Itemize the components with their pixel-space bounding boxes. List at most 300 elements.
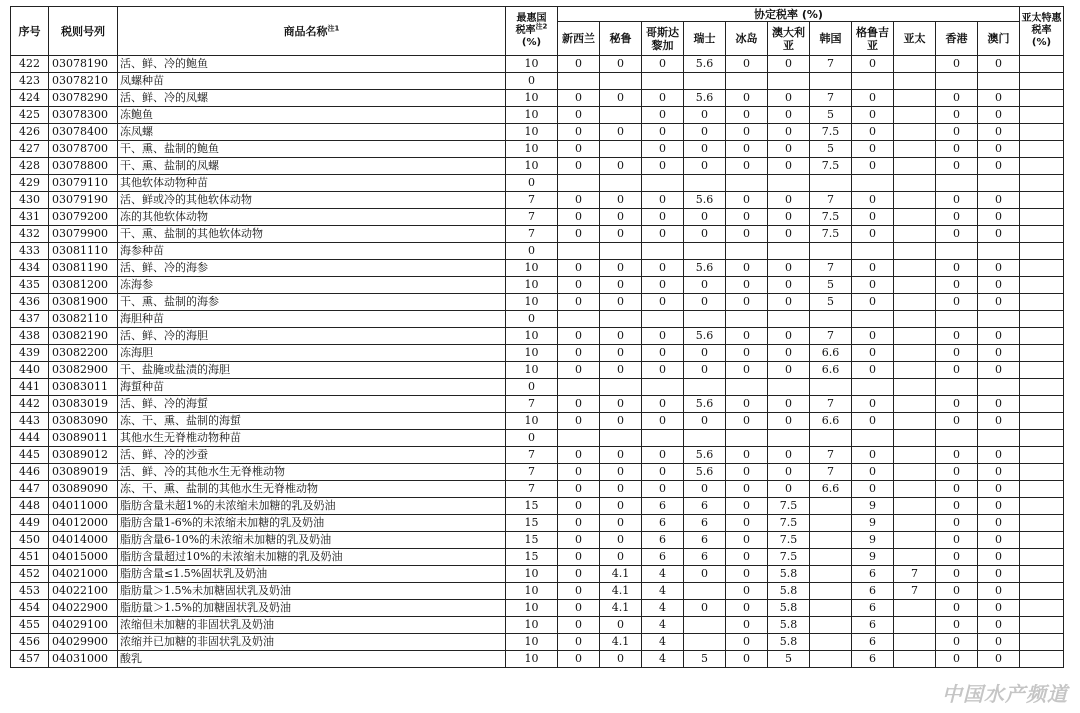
cell-apta [894, 379, 936, 396]
cell-macau: 0 [978, 549, 1020, 566]
cell-nz [558, 73, 600, 90]
table-row [11, 549, 1064, 566]
cell-peru [600, 379, 642, 396]
cell-georgia: 6 [852, 634, 894, 651]
table-body [11, 56, 1064, 668]
cell-australia: 0 [768, 277, 810, 294]
cell-name: 脂肪含量1-6%的未浓缩未加糖的乳及奶油 [118, 515, 506, 532]
cell-nz: 0 [558, 566, 600, 583]
cell-peru: 4.1 [600, 566, 642, 583]
cell-seq: 437 [11, 311, 49, 328]
cell-code: 03082200 [49, 345, 118, 362]
table-row [11, 634, 1064, 651]
cell-hongkong: 0 [936, 192, 978, 209]
cell-korea: 7 [810, 447, 852, 464]
cell-korea [810, 498, 852, 515]
cell-peru: 0 [600, 124, 642, 141]
cell-costa-rica [642, 243, 684, 260]
cell-iceland [726, 175, 768, 192]
table-row [11, 430, 1064, 447]
cell-mfn: 7 [506, 226, 558, 243]
cell-seq: 435 [11, 277, 49, 294]
cell-iceland: 0 [726, 209, 768, 226]
cell-hongkong: 0 [936, 515, 978, 532]
cell-switzerland: 6 [684, 549, 726, 566]
cell-seq: 449 [11, 515, 49, 532]
cell-peru [600, 107, 642, 124]
cell-apta [894, 175, 936, 192]
cell-switzerland: 0 [684, 107, 726, 124]
cell-apta-special [1020, 90, 1064, 107]
cell-iceland: 0 [726, 447, 768, 464]
cell-apta [894, 311, 936, 328]
cell-mfn: 10 [506, 634, 558, 651]
cell-apta [894, 158, 936, 175]
cell-seq: 424 [11, 90, 49, 107]
cell-seq: 457 [11, 651, 49, 668]
cell-peru: 0 [600, 277, 642, 294]
cell-hongkong: 0 [936, 583, 978, 600]
cell-seq: 422 [11, 56, 49, 73]
cell-korea: 5 [810, 277, 852, 294]
cell-name: 干、熏、盐制的海参 [118, 294, 506, 311]
cell-apta [894, 481, 936, 498]
cell-apta-special [1020, 617, 1064, 634]
cell-code: 03081900 [49, 294, 118, 311]
cell-korea [810, 600, 852, 617]
cell-korea: 7 [810, 396, 852, 413]
cell-hongkong: 0 [936, 56, 978, 73]
cell-nz [558, 430, 600, 447]
cell-korea: 5 [810, 107, 852, 124]
cell-australia: 0 [768, 294, 810, 311]
cell-australia: 0 [768, 90, 810, 107]
cell-australia: 0 [768, 447, 810, 464]
cell-iceland: 0 [726, 651, 768, 668]
cell-costa-rica: 0 [642, 413, 684, 430]
cell-mfn: 10 [506, 124, 558, 141]
cell-code: 04029900 [49, 634, 118, 651]
cell-georgia: 0 [852, 158, 894, 175]
cell-nz: 0 [558, 634, 600, 651]
cell-peru: 0 [600, 515, 642, 532]
table-row [11, 532, 1064, 549]
cell-apta: 7 [894, 566, 936, 583]
cell-apta-special [1020, 209, 1064, 226]
cell-macau [978, 243, 1020, 260]
cell-korea: 7 [810, 464, 852, 481]
cell-costa-rica: 4 [642, 566, 684, 583]
cell-australia: 0 [768, 56, 810, 73]
cell-korea: 5 [810, 141, 852, 158]
cell-macau: 0 [978, 498, 1020, 515]
cell-iceland [726, 430, 768, 447]
cell-hongkong: 0 [936, 532, 978, 549]
cell-hongkong: 0 [936, 481, 978, 498]
cell-seq: 442 [11, 396, 49, 413]
cell-hongkong [936, 73, 978, 90]
cell-apta [894, 56, 936, 73]
cell-costa-rica: 0 [642, 481, 684, 498]
cell-switzerland: 6 [684, 515, 726, 532]
cell-name: 冻、干、熏、盐制的海蜇 [118, 413, 506, 430]
cell-hongkong: 0 [936, 651, 978, 668]
cell-hongkong: 0 [936, 634, 978, 651]
cell-switzerland: 5 [684, 651, 726, 668]
cell-costa-rica: 6 [642, 549, 684, 566]
cell-nz: 0 [558, 481, 600, 498]
cell-macau: 0 [978, 413, 1020, 430]
table-row [11, 158, 1064, 175]
cell-hongkong: 0 [936, 600, 978, 617]
cell-code: 03079200 [49, 209, 118, 226]
cell-code: 03083011 [49, 379, 118, 396]
cell-peru: 0 [600, 294, 642, 311]
cell-apta-special [1020, 532, 1064, 549]
cell-apta [894, 141, 936, 158]
cell-switzerland [684, 175, 726, 192]
cell-peru: 0 [600, 617, 642, 634]
table-row [11, 413, 1064, 430]
table-row [11, 141, 1064, 158]
cell-peru: 0 [600, 464, 642, 481]
cell-iceland: 0 [726, 294, 768, 311]
cell-name: 脂肪量＞1.5%未加糖固状乳及奶油 [118, 583, 506, 600]
cell-korea: 6.6 [810, 481, 852, 498]
cell-nz: 0 [558, 141, 600, 158]
cell-code: 03078700 [49, 141, 118, 158]
cell-apta-special [1020, 345, 1064, 362]
cell-costa-rica: 0 [642, 107, 684, 124]
cell-name: 干、盐腌或盐渍的海胆 [118, 362, 506, 379]
cell-iceland: 0 [726, 90, 768, 107]
cell-australia: 0 [768, 413, 810, 430]
header-country: 哥斯达黎加 [642, 22, 684, 56]
cell-nz: 0 [558, 294, 600, 311]
cell-iceland [726, 73, 768, 90]
cell-georgia [852, 430, 894, 447]
cell-switzerland: 5.6 [684, 447, 726, 464]
cell-nz: 0 [558, 192, 600, 209]
cell-costa-rica: 0 [642, 345, 684, 362]
cell-nz: 0 [558, 107, 600, 124]
cell-costa-rica: 0 [642, 192, 684, 209]
cell-apta [894, 90, 936, 107]
cell-nz [558, 175, 600, 192]
cell-code: 03078210 [49, 73, 118, 90]
cell-hongkong: 0 [936, 617, 978, 634]
cell-nz: 0 [558, 158, 600, 175]
cell-apta [894, 532, 936, 549]
cell-switzerland [684, 311, 726, 328]
cell-iceland: 0 [726, 226, 768, 243]
cell-hongkong: 0 [936, 124, 978, 141]
cell-nz: 0 [558, 532, 600, 549]
cell-code: 03081200 [49, 277, 118, 294]
cell-georgia: 9 [852, 549, 894, 566]
cell-hongkong: 0 [936, 260, 978, 277]
cell-switzerland [684, 634, 726, 651]
cell-code: 04014000 [49, 532, 118, 549]
cell-code: 03078190 [49, 56, 118, 73]
cell-peru: 0 [600, 396, 642, 413]
cell-apta-special [1020, 447, 1064, 464]
cell-apta-special [1020, 549, 1064, 566]
cell-costa-rica: 0 [642, 277, 684, 294]
cell-peru: 4.1 [600, 600, 642, 617]
cell-georgia: 0 [852, 209, 894, 226]
cell-apta-special [1020, 311, 1064, 328]
table-row [11, 311, 1064, 328]
cell-iceland: 0 [726, 396, 768, 413]
cell-switzerland: 0 [684, 158, 726, 175]
cell-peru: 0 [600, 447, 642, 464]
cell-mfn: 10 [506, 566, 558, 583]
cell-nz: 0 [558, 600, 600, 617]
cell-macau: 0 [978, 396, 1020, 413]
cell-costa-rica: 0 [642, 141, 684, 158]
cell-peru: 0 [600, 260, 642, 277]
cell-georgia: 0 [852, 294, 894, 311]
cell-georgia: 0 [852, 396, 894, 413]
cell-seq: 427 [11, 141, 49, 158]
cell-code: 03078400 [49, 124, 118, 141]
table-row [11, 209, 1064, 226]
cell-macau: 0 [978, 226, 1020, 243]
cell-korea [810, 515, 852, 532]
cell-australia [768, 379, 810, 396]
cell-macau: 0 [978, 260, 1020, 277]
cell-australia: 5.8 [768, 583, 810, 600]
cell-australia: 0 [768, 158, 810, 175]
cell-mfn: 0 [506, 175, 558, 192]
header-code: 税则号列 [49, 7, 118, 56]
cell-apta-special [1020, 515, 1064, 532]
cell-georgia: 0 [852, 277, 894, 294]
tariff-table [10, 6, 1064, 668]
cell-korea [810, 175, 852, 192]
cell-apta-special [1020, 73, 1064, 90]
cell-iceland: 0 [726, 583, 768, 600]
cell-korea [810, 243, 852, 260]
cell-name: 冻凤螺 [118, 124, 506, 141]
cell-australia: 0 [768, 345, 810, 362]
cell-code: 03082190 [49, 328, 118, 345]
cell-code: 03083090 [49, 413, 118, 430]
cell-name: 干、熏、盐制的其他软体动物 [118, 226, 506, 243]
cell-nz: 0 [558, 413, 600, 430]
cell-macau: 0 [978, 56, 1020, 73]
cell-georgia: 0 [852, 447, 894, 464]
cell-switzerland: 0 [684, 345, 726, 362]
cell-costa-rica [642, 175, 684, 192]
cell-georgia [852, 175, 894, 192]
cell-mfn: 0 [506, 379, 558, 396]
cell-mfn: 10 [506, 617, 558, 634]
cell-peru [600, 141, 642, 158]
cell-apta-special [1020, 56, 1064, 73]
cell-macau: 0 [978, 651, 1020, 668]
cell-korea [810, 549, 852, 566]
cell-apta-special [1020, 566, 1064, 583]
cell-name: 干、熏、盐制的凤螺 [118, 158, 506, 175]
cell-code: 03078800 [49, 158, 118, 175]
cell-costa-rica [642, 73, 684, 90]
cell-apta: 7 [894, 583, 936, 600]
cell-nz: 0 [558, 124, 600, 141]
cell-switzerland: 0 [684, 209, 726, 226]
cell-nz: 0 [558, 362, 600, 379]
cell-seq: 440 [11, 362, 49, 379]
cell-seq: 431 [11, 209, 49, 226]
cell-seq: 451 [11, 549, 49, 566]
cell-macau: 0 [978, 192, 1020, 209]
cell-costa-rica: 0 [642, 209, 684, 226]
cell-name: 活、鲜、冷的海参 [118, 260, 506, 277]
cell-code: 04011000 [49, 498, 118, 515]
cell-name: 活、鲜、冷的海蜇 [118, 396, 506, 413]
table-row [11, 328, 1064, 345]
cell-peru [600, 430, 642, 447]
cell-costa-rica: 4 [642, 583, 684, 600]
cell-mfn: 0 [506, 73, 558, 90]
cell-switzerland: 0 [684, 277, 726, 294]
cell-mfn: 15 [506, 549, 558, 566]
table-row [11, 107, 1064, 124]
cell-peru: 4.1 [600, 634, 642, 651]
cell-korea: 6.6 [810, 413, 852, 430]
cell-peru: 0 [600, 532, 642, 549]
cell-georgia: 6 [852, 566, 894, 583]
cell-iceland: 0 [726, 158, 768, 175]
header-country: 秘鲁 [600, 22, 642, 56]
cell-iceland: 0 [726, 600, 768, 617]
cell-code: 03083019 [49, 396, 118, 413]
cell-korea [810, 311, 852, 328]
cell-korea [810, 532, 852, 549]
cell-georgia: 9 [852, 515, 894, 532]
cell-macau: 0 [978, 209, 1020, 226]
cell-name: 脂肪含量未超1%的未浓缩未加糖的乳及奶油 [118, 498, 506, 515]
cell-korea [810, 583, 852, 600]
header-country: 新西兰 [558, 22, 600, 56]
cell-code: 04022100 [49, 583, 118, 600]
cell-seq: 436 [11, 294, 49, 311]
cell-apta-special [1020, 651, 1064, 668]
cell-switzerland: 5.6 [684, 396, 726, 413]
cell-australia: 0 [768, 107, 810, 124]
cell-peru [600, 311, 642, 328]
cell-code: 03082110 [49, 311, 118, 328]
cell-switzerland [684, 430, 726, 447]
cell-switzerland: 0 [684, 566, 726, 583]
cell-switzerland: 0 [684, 226, 726, 243]
cell-code: 04015000 [49, 549, 118, 566]
cell-apta-special [1020, 328, 1064, 345]
cell-apta [894, 430, 936, 447]
cell-georgia: 0 [852, 345, 894, 362]
table-row [11, 277, 1064, 294]
cell-seq: 432 [11, 226, 49, 243]
cell-iceland: 0 [726, 277, 768, 294]
table-row [11, 481, 1064, 498]
cell-hongkong: 0 [936, 107, 978, 124]
cell-switzerland: 5.6 [684, 192, 726, 209]
cell-code: 03078300 [49, 107, 118, 124]
cell-nz: 0 [558, 396, 600, 413]
cell-seq: 452 [11, 566, 49, 583]
cell-seq: 430 [11, 192, 49, 209]
cell-georgia: 0 [852, 141, 894, 158]
table-row [11, 345, 1064, 362]
table-header [11, 7, 1064, 56]
cell-switzerland: 5.6 [684, 464, 726, 481]
cell-macau: 0 [978, 566, 1020, 583]
cell-hongkong: 0 [936, 549, 978, 566]
cell-korea: 7.5 [810, 226, 852, 243]
cell-apta [894, 243, 936, 260]
table-row [11, 124, 1064, 141]
cell-macau [978, 311, 1020, 328]
table-row [11, 583, 1064, 600]
cell-peru [600, 175, 642, 192]
cell-mfn: 10 [506, 345, 558, 362]
cell-peru: 0 [600, 209, 642, 226]
cell-code: 03089019 [49, 464, 118, 481]
header-country: 香港 [936, 22, 978, 56]
cell-georgia: 6 [852, 583, 894, 600]
cell-australia: 7.5 [768, 498, 810, 515]
cell-hongkong: 0 [936, 158, 978, 175]
cell-mfn: 10 [506, 107, 558, 124]
cell-name: 海胆种苗 [118, 311, 506, 328]
table-row [11, 617, 1064, 634]
cell-seq: 426 [11, 124, 49, 141]
cell-costa-rica: 0 [642, 158, 684, 175]
cell-apta-special [1020, 430, 1064, 447]
cell-costa-rica: 0 [642, 328, 684, 345]
cell-peru: 0 [600, 498, 642, 515]
cell-macau: 0 [978, 515, 1020, 532]
cell-hongkong: 0 [936, 209, 978, 226]
cell-iceland: 0 [726, 345, 768, 362]
cell-korea: 7 [810, 260, 852, 277]
cell-hongkong: 0 [936, 90, 978, 107]
cell-apta-special [1020, 243, 1064, 260]
table-row [11, 260, 1064, 277]
cell-georgia: 6 [852, 651, 894, 668]
cell-apta [894, 600, 936, 617]
cell-nz: 0 [558, 498, 600, 515]
cell-apta-special [1020, 141, 1064, 158]
cell-code: 03089011 [49, 430, 118, 447]
cell-costa-rica: 0 [642, 294, 684, 311]
cell-macau: 0 [978, 107, 1020, 124]
cell-australia: 5.8 [768, 600, 810, 617]
cell-peru: 0 [600, 413, 642, 430]
cell-iceland: 0 [726, 260, 768, 277]
cell-nz: 0 [558, 583, 600, 600]
cell-mfn: 10 [506, 90, 558, 107]
cell-apta [894, 260, 936, 277]
cell-georgia: 0 [852, 107, 894, 124]
cell-nz: 0 [558, 549, 600, 566]
cell-code: 04022900 [49, 600, 118, 617]
cell-korea: 7 [810, 90, 852, 107]
table-row [11, 515, 1064, 532]
cell-costa-rica: 0 [642, 464, 684, 481]
cell-seq: 423 [11, 73, 49, 90]
